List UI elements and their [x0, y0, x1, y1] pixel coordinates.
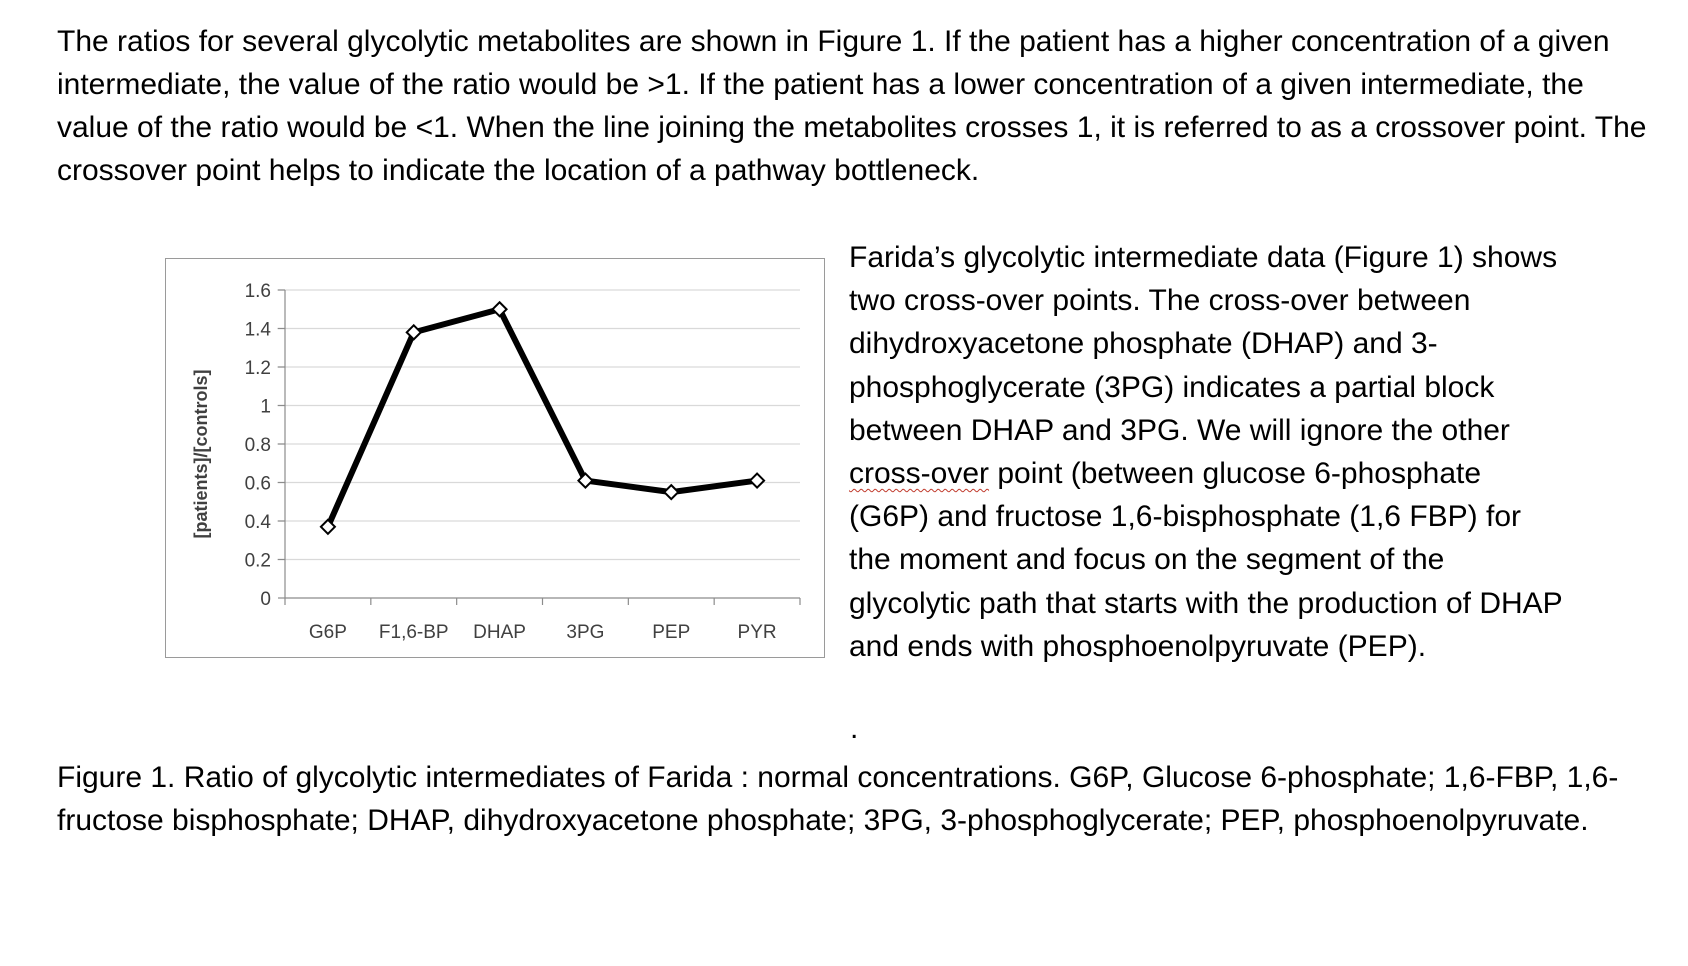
spellcheck-flagged-word[interactable]: cross-over: [849, 457, 990, 491]
x-tick-labels: [309, 622, 777, 643]
y-tick-label: 1.2: [244, 358, 271, 379]
x-tick-label: G6P: [308, 622, 347, 643]
y-axis-label: [patients]/[controls]: [191, 369, 211, 539]
figure-caption: Figure 1. Ratio of glycolytic intermediates of Farida : normal concentrations. G6P, Glucose 6-phosphate; 1,6-FBP, 1,6-fructose bisphosphate; DHAP, dihydroxyacetone phosphate; 3PG, 3-phosphoglycerate; PEP, phosphoenolpyruvate.: [57, 761, 1619, 837]
axes: [278, 290, 800, 605]
y-tick-label: 1: [260, 396, 271, 418]
data-point-pyr: [750, 474, 764, 488]
intro-paragraph: The ratios for several glycolytic metabolites are shown in Figure 1. If the patient has a higher concentration of a given intermediate, the value of the ratio would be >1. If the patient has a lower concentration of a given intermediate, the value of the ratio would be <1. When the line joining the metabolites crosses 1, it is referred to as a crossover point. The crossover point helps to indicate the location of a pathway bottleneck.: [57, 25, 1647, 187]
y-tick-label: 0.4: [244, 512, 271, 533]
y-tick-labels: [245, 281, 272, 610]
explanation-text-part1: Farida’s glycolytic intermediate data (Figure 1) shows two cross-over points. The cross-over between dihydroxyacetone phosphate (DHAP) and 3-phosphoglycerate (3PG) indicates a partial block between DHAP and 3PG. We will ignore the other: [849, 241, 1558, 447]
grid-lines: [277, 290, 800, 560]
x-tick-label: DHAP: [473, 622, 526, 643]
x-tick-label: 3PG: [566, 622, 605, 643]
data-points: [321, 302, 764, 534]
x-tick-label: PEP: [652, 622, 691, 643]
y-tick-label: 1.4: [244, 319, 271, 341]
y-tick-label: 0.8: [244, 435, 271, 456]
series-line-path: [328, 309, 757, 527]
x-tick-label: F1,6-BP: [378, 622, 449, 643]
stray-period: .: [850, 712, 859, 745]
y-tick-label: 1.6: [244, 281, 271, 302]
data-point-pep: [664, 485, 678, 499]
chart-svg: [165, 258, 825, 658]
explanation-text: [849, 236, 1569, 668]
x-tick-label: PYR: [737, 622, 777, 643]
y-tick-label: 0.6: [244, 473, 271, 495]
explanation-text-part2: point (between glucose 6-phosphate (G6P) and fructose 1,6-bisphosphate (1,6 FBP) for the moment and focus on the segment of the glycolytic path that starts with the production of DHAP and ends with phosphoenolpyruvate (PEP).: [849, 457, 1563, 663]
y-tick-label: 0: [260, 589, 271, 610]
series-line: [328, 309, 757, 527]
y-tick-label: 0.2: [244, 550, 271, 572]
figure-1-chart: [165, 258, 825, 658]
